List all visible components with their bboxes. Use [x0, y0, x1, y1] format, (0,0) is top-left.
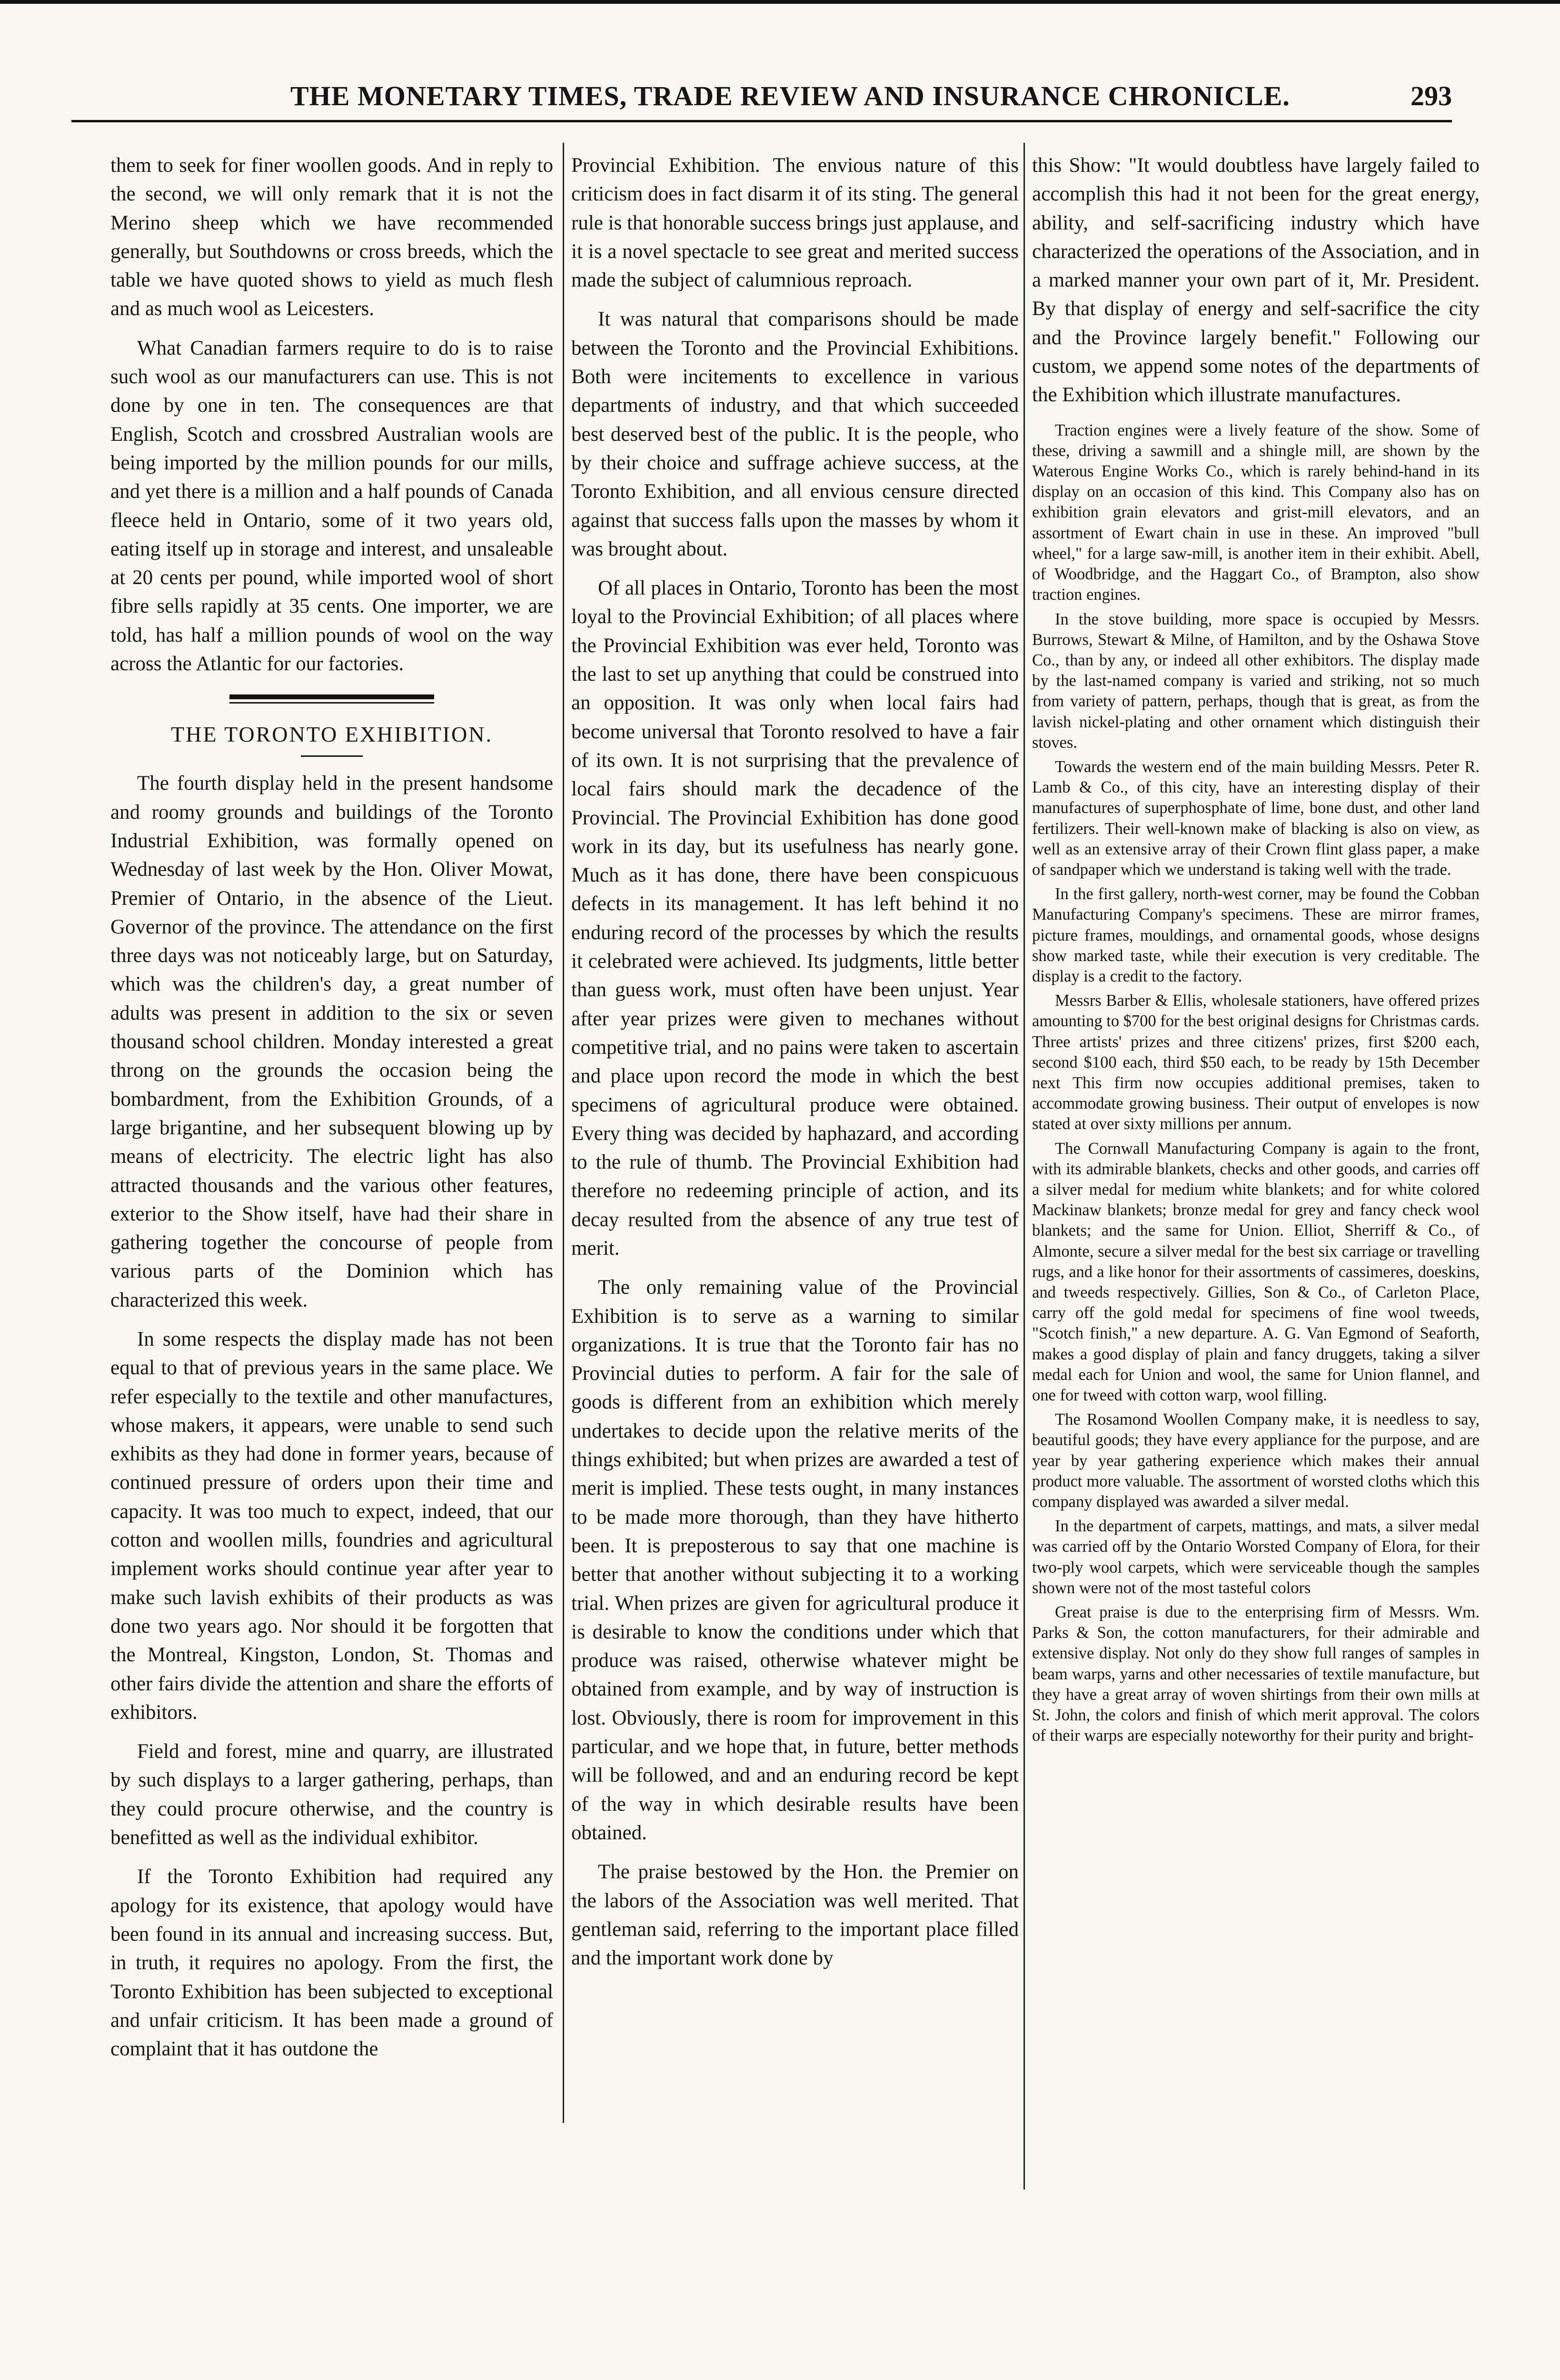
page-number: 293 — [1411, 80, 1452, 111]
note-paragraph: Messrs Barber & Ellis, wholesale stationers, have offered prizes amounting to $700 for the best original designs for Christmas cards. Three artists' prizes and three citizens' prizes, first $200 each, second $100 each, third $50 each, to be ready by 15th December next This firm now occupies additional premises, taken to accommodate growing business. Their output of envelopes is now stated at over sixty millions per annum. — [1032, 992, 1480, 1133]
paragraph: In some respects the display made has not been equal to that of previous years in the same place. We refer especially to the textile and other manufactures, whose makers, it appears, were unable to send such exhibits as they had done in former years, because of continued pressure of orders upon their time and capacity. It was too much to expect, indeed, that our cotton and woollen mills, foundries and agricultural implement works should continue year after year to make such lavish exhibits of their products as was done two years ago. Nor should it be forgotten that the Montreal, Kingston, London, St. Thomas and other fairs divide the attention and share the efforts of exhibitors. — [110, 1328, 553, 1724]
column-rule-left — [563, 143, 564, 2123]
column-3 — [1032, 151, 1480, 1750]
title-underline — [301, 755, 363, 757]
note-paragraph: Great praise is due to the enterprising firm of Messrs. Wm. Parks & Son, the cotton manufacturers, for their admirable and extensive display. Not only do they show full ranges of samples in beam warps, yarns and other necessaries of textile manufacture, but they have a great array of woven shirtings from their own mills at St. John, the colors and finish of which merit approval. The colors of their warps are especially noteworthy for their purity and bright- — [1032, 1603, 1480, 1745]
note-paragraph: Traction engines were a lively feature of the show. Some of these, driving a sawmill and a shingle mill, are shown by the Waterous Engine Works Co., which is rarely behind-hand in its display on an occasion of this kind. This Company also has on exhibition grain elevators and grist-mill elevators, and an assortment of Ewart chain in use in these. An improved "bull wheel," for a large saw-mill, is another item in their exhibit. Abell, of Woodbridge, and the Haggart Co., of Brampton, also show traction engines. — [1032, 421, 1480, 604]
section-divider-heavy — [229, 694, 434, 699]
paragraph: Of all places in Ontario, Toronto has been the most loyal to the Provincial Exhibition; of all places where the Provincial Exhibition was ever held, Toronto was the last to set up anything that could be construed into an opposition. It was only when local fairs had become universal that Toronto resolved to have a fair of its own. It is not surprising that the prevalence of local fairs should mark the decadence of the Provincial. The Provincial Exhibition has done good work in its day, but its usefulness has nearly gone. Much as it has done, there have been conspicuous defects in its management. It has left behind it no enduring record of the processes by which the results it celebrated were achieved. Its judgments, little better than guess work, must often have been unjust. Year after year prizes were given to mechanes without competitive trial, and no pains were taken to ascertain and place upon record the mode in which the best specimens of agricultural produce were obtained. Every thing was decided by haphazard, and according to the rule of thumb. The Provincial Exhibition had therefore no redeeming principle of action, and its decay resulted from the absence of any true test of merit. — [571, 577, 1019, 1259]
paragraph: It was natural that comparisons should be made between the Toronto and the Provincial Exhibitions. Both were incitements to excellence in various departments of industry, and that which succeeded best deserved best of the public. It is the people, who by their choice and suffrage achieve success, at the Toronto Exhibition, and all envious censure directed against that success falls upon the masses by whom it was brought about. — [571, 308, 1019, 560]
section-title: THE TORONTO EXHIBITION. — [171, 722, 493, 747]
note-paragraph: In the first gallery, north-west corner, may be found the Cobban Manufacturing Company's specimens. These are mirror frames, picture frames, mouldings, and ornamental goods, whose designs show marked taste, while their execution is very creditable. The display is a credit to the factory. — [1032, 885, 1480, 985]
note-paragraph: In the stove building, more space is occupied by Messrs. Burrows, Stewart & Milne, of Hamilton, and by the Oshawa Stove Co., than by any, or indeed all other exhibitors. The display made by the last-named company is varied and striking, not so much from variety of pattern, perhaps, though that is great, as from the lavish nickel-plating and other ornament which distinguish their stoves. — [1032, 610, 1480, 752]
paragraph: The only remaining value of the Provincial Exhibition is to serve as a warning to similar organizations. It is true that the Toronto fair has no Provincial duties to perform. A fair for the sale of goods is different from an exhibition which merely undertakes to decide upon the relative merits of the things exhibited; but when prizes are awarded a test of merit is implied. These tests ought, in many instances to be made more thorough, than they have hitherto been. It is preposterous to say that one machine is better that another without subjecting it to a working trial. When prizes are given for agricultural produce it is desirable to know the conditions under which that produce was raised, otherwise whatever might be obtained from example, and by way of instruction is lost. Obviously, there is room for improvement in this particular, and we hope that, in future, better methods will be followed, and and an enduring record be kept of the way in which desirable results have been obtained. — [571, 1276, 1019, 1844]
paragraph: Field and forest, mine and quarry, are illustrated by such displays to a larger gathering, perhaps, than they could procure otherwise, and the country is benefitted as well as the individual exhibitor. — [110, 1740, 553, 1849]
column-rule-right — [1023, 143, 1025, 2190]
exhibition-notes — [1032, 420, 1480, 1746]
paragraph: this Show: "It would doubtless have largely failed to accomplish this had it not been for the great energy, ability, and self-sacrificing industry which have characterized the operations of the Association, and in a marked manner your own part of it, Mr. President. By that display of energy and self-sacrifice the city and the Province largely benefit." Following our custom, we append some notes of the departments of the Exhibition which illustrate manufactures. — [1032, 154, 1480, 407]
paragraph: If the Toronto Exhibition had required any apology for its existence, that apology would have been found in its annual and increasing success. But, in truth, it requires no apology. From the first, the Toronto Exhibition has been subjected to exceptional and unfair criticism. It has been made a ground of complaint that it has outdone the — [110, 1865, 553, 2061]
column-3-lead — [1032, 151, 1480, 410]
paragraph: them to seek for finer woollen goods. And in reply to the second, we will only remark that it is not the Merino sheep which we have recommended generally, but Southdowns or cross breeds, which the table we have quoted shows to yield as much flesh and as much wool as Leicesters. — [110, 154, 553, 320]
section-divider-thin — [229, 702, 434, 704]
paragraph: Provincial Exhibition. The envious nature of this criticism does in fact disarm it of its sting. The general rule is that honorable success brings just applause, and it is a novel spectacle to see great and merited success made the subject of calumnious reproach. — [571, 154, 1019, 292]
page-header — [71, 76, 1452, 122]
paragraph: The fourth display held in the present handsome and roomy grounds and buildings of the Toronto Industrial Exhibition, was formally opened on Wednesday of last week by the Hon. Oliver Mowat, Premier of Ontario, in the absence of the Lieut. Governor of the province. The attendance on the first three days was not noticeably large, but on Saturday, which was the children's day, a great number of adults was present in addition to the six or seven thousand school children. Monday interested a great throng on the grounds the occasion being the bombardment, from the Exhibition Grounds, of a large brigantine, and her subsequent blowing up by means of electricity. The electric light has also attracted thousands and the various other features, exterior to the Show itself, have had their share in gathering together the concourse of people from various parts of the Dominion which has characterized this week. — [110, 772, 553, 1311]
note-paragraph: In the department of carpets, mattings, and mats, a silver medal was carried off by the Ontario Worsted Company of Elora, for their two-ply wool carpets, which were serviceable though the samples shown were not of the most tasteful colors — [1032, 1517, 1480, 1597]
column-2 — [571, 151, 1019, 1983]
paragraph: The praise bestowed by the Hon. the Premier on the labors of the Association was well merited. That gentleman said, referring to the important place filled and the important work done by — [571, 1861, 1019, 1970]
note-paragraph: Towards the western end of the main building Messrs. Peter R. Lamb & Co., of this city, have an interesting display of their manufactures of superphosphate of lime, bone dust, and other land fertilizers. Their well-known make of blacking is also on view, as well as an extensive array of their Crown flint glass paper, a make of sandpaper which we understand is taking well with the trade. — [1032, 757, 1480, 879]
note-paragraph: The Rosamond Woollen Company make, it is needless to say, beautiful goods; they have every appliance for the purpose, and are year by year gathering experience which makes their annual product more valuable. The assortment of worsted cloths which this company displayed was awarded a silver medal. — [1032, 1410, 1480, 1511]
column-1 — [110, 151, 553, 2074]
paragraph: What Canadian farmers require to do is to raise such wool as our manufacturers can use. This is not done by one in ten. The consequences are that English, Scotch and crossbred Australian wools are being imported by the million pounds for our mills, and yet there is a million and a half pounds of Canada fleece held in Ontario, some of it two years old, eating itself up in storage and interest, and unsaleable at 20 cents per pound, while imported wool of short fibre sells rapidly at 35 cents. One importer, we are told, has half a million pounds of wool on the way across the Atlantic for our factories. — [110, 337, 553, 675]
note-paragraph: The Cornwall Manufacturing Company is again to the front, with its admirable blankets, checks and other goods, and carries off a silver medal for medium white blankets; and for white colored Mackinaw blankets; bronze medal for grey and fancy check wool blankets; and the same for Union. Elliot, Sherriff & Co., of Almonte, secure a silver medal for the best six carriage or travelling rugs, and a like honor for their assortments of cassimeres, doeskins, and tweeds respectively. Gillies, Son & Co., of Carleton Place, carry off the gold medal for specimens of fine wool tweeds, "Scotch finish," a new departure. A. G. Van Egmond of Seaforth, makes a good display of plain and fancy druggets, taking a silver medal each for Union and wool, the same for Union flannel, and one for tweed with cotton warp, wool filling. — [1032, 1139, 1480, 1405]
running-title: THE MONETARY TIMES, TRADE REVIEW AND INSURANCE CHRONICLE. — [290, 80, 1290, 111]
top-border-rule — [0, 0, 1560, 4]
